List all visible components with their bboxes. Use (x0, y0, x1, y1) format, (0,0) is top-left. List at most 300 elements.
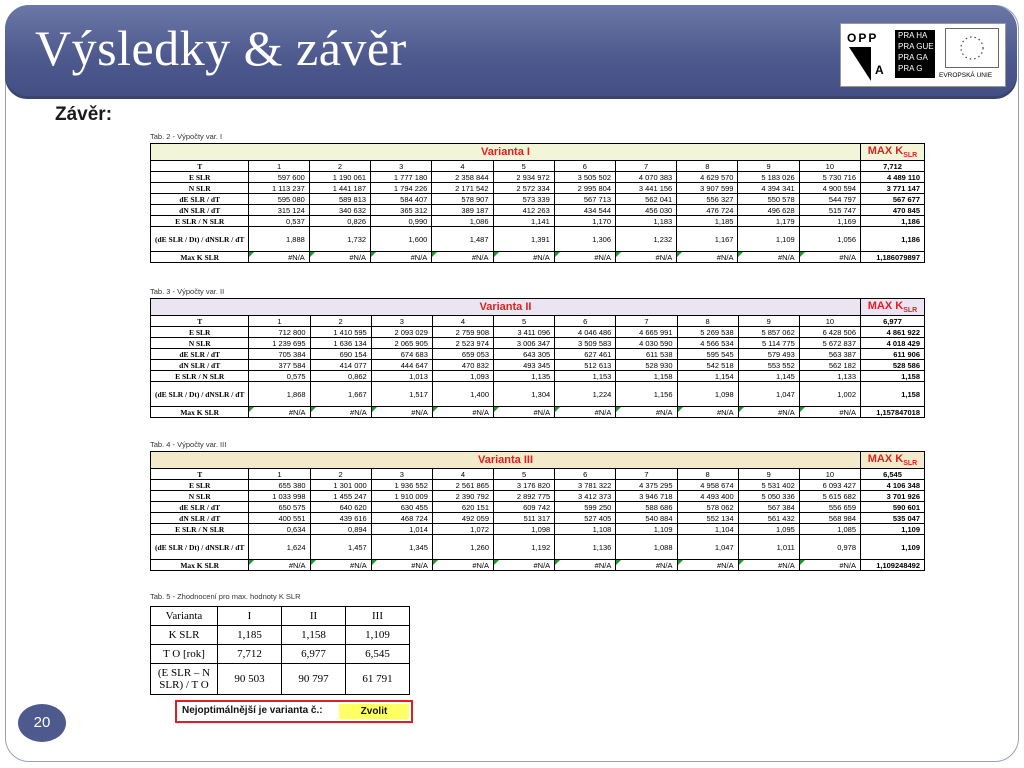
table-cell: 7 (616, 316, 677, 327)
table-cell: 8 (677, 316, 738, 327)
table-cell: 3 946 718 (616, 491, 677, 502)
row-label: T (151, 469, 249, 480)
summary-header-cell: Varianta (151, 607, 218, 626)
summary-row-label: T O [rok] (151, 645, 218, 664)
table-cell: 6 093 427 (799, 480, 860, 491)
table-cell: 1,224 (555, 382, 616, 407)
table-cell: 9 (738, 161, 799, 172)
max-heading: MAX $K_{SLR}$ (861, 299, 925, 316)
table-row (151, 407, 925, 418)
table-cell: #N/A (677, 407, 738, 418)
table-cell: 512 613 (555, 360, 616, 371)
table-cell: 1 (249, 469, 310, 480)
table-cell: 5 615 682 (799, 491, 860, 502)
table-cell: 412 263 (493, 205, 554, 216)
table-cell: 492 059 (432, 513, 493, 524)
max-cell: 1,158 (861, 371, 925, 382)
table-cell: 1,047 (677, 535, 738, 560)
table-caption: Tab. 4 - Výpočty var. III (150, 440, 227, 449)
row-label: N SLR (151, 338, 249, 349)
table-cell: #N/A (616, 560, 677, 571)
table-cell: 4 (432, 469, 493, 480)
table-row (151, 382, 925, 407)
verdict-box (175, 700, 413, 723)
table-cell: 1,624 (249, 535, 310, 560)
max-cell: 567 677 (861, 194, 925, 205)
table-cell: 1,056 (799, 227, 860, 252)
table-cell: 552 134 (677, 513, 738, 524)
table-cell: 620 151 (432, 502, 493, 513)
row-label: E SLR (151, 480, 249, 491)
table-cell: 3 (371, 469, 432, 480)
table-cell: 1,732 (309, 227, 370, 252)
table-cell: 643 305 (494, 349, 555, 360)
table-cell: 5 050 336 (738, 491, 799, 502)
table-cell: 0,862 (310, 371, 371, 382)
table-cell: 578 907 (432, 194, 493, 205)
page-number: 20 (18, 704, 66, 742)
table-cell: 542 518 (677, 360, 738, 371)
table-cell: 5 (494, 469, 555, 480)
table-cell: 10 (799, 316, 860, 327)
table-cell: 3 781 322 (555, 480, 616, 491)
table-cell: 690 154 (310, 349, 371, 360)
table-row (151, 327, 925, 338)
table-cell: 1,170 (554, 216, 615, 227)
slide-title: Výsledky & závěr (35, 20, 407, 76)
table-cell: 4 046 486 (555, 327, 616, 338)
table-cell: #N/A (309, 252, 370, 263)
max-cell: 6,545 (861, 469, 925, 480)
table-cell: 4 070 383 (616, 172, 677, 183)
table-row (151, 560, 925, 571)
table-cell: #N/A (310, 560, 371, 571)
summary-cell: 61 791 (346, 664, 410, 695)
table-cell: 655 380 (249, 480, 310, 491)
table-cell: #N/A (554, 252, 615, 263)
table-cell: 588 686 (616, 502, 677, 513)
summary-cell: 90 797 (282, 664, 346, 695)
table-cell: 365 312 (371, 205, 432, 216)
max-cell: 528 586 (861, 360, 925, 371)
max-heading: MAX $K_{SLR}$ (861, 144, 925, 161)
table-cell: 1,145 (738, 371, 799, 382)
table-row (151, 205, 925, 216)
table-cell: 579 493 (738, 349, 799, 360)
max-cell: 4 861 922 (861, 327, 925, 338)
summary-row-label: (E SLR – N SLR) / T O (151, 664, 218, 695)
table-cell: 3 (371, 316, 432, 327)
table-cell: 315 124 (249, 205, 309, 216)
table-cell: 540 884 (616, 513, 677, 524)
table-cell: 0,826 (309, 216, 370, 227)
table-cell: 1,135 (494, 371, 555, 382)
table-cell: #N/A (493, 252, 554, 263)
table-cell: 4 (432, 161, 493, 172)
table-cell: 556 327 (677, 194, 738, 205)
max-cell: 1,186079897 (861, 252, 925, 263)
summary-header-cell: I (218, 607, 282, 626)
table-cell: 2 065 905 (371, 338, 432, 349)
summary-row (151, 626, 410, 645)
table-cell: 4 958 674 (677, 480, 738, 491)
table-cell: 1,109 (738, 227, 799, 252)
variant-heading: Varianta III (151, 452, 861, 469)
table-cell: 0,537 (249, 216, 309, 227)
table-cell: 553 552 (738, 360, 799, 371)
table-cell: 1 239 695 (249, 338, 310, 349)
table-cell: #N/A (494, 560, 555, 571)
table-cell: 0,575 (249, 371, 310, 382)
table-row (151, 194, 925, 205)
table-cell: 5 857 062 (738, 327, 799, 338)
row-label: (dE SLR / Dt) / dNSLR / dT (151, 227, 249, 252)
table-cell: 1,108 (555, 524, 616, 535)
row-label: E SLR / N SLR (151, 216, 249, 227)
table-cell: 2 358 844 (432, 172, 493, 183)
table-cell: 2 934 972 (493, 172, 554, 183)
table-cell: 568 984 (799, 513, 860, 524)
row-label: E SLR (151, 172, 249, 183)
table-cell: 1,306 (554, 227, 615, 252)
table-cell: 3 006 347 (494, 338, 555, 349)
row-label: (dE SLR / Dt) / dNSLR / dT (151, 535, 249, 560)
row-label: E SLR / N SLR (151, 524, 249, 535)
max-cell: 1,109 (861, 524, 925, 535)
table-cell: #N/A (738, 407, 799, 418)
table-cell: 1,141 (493, 216, 554, 227)
summary-cell: 1,158 (282, 626, 346, 645)
table-cell: 3 176 820 (494, 480, 555, 491)
table-cell: #N/A (371, 560, 432, 571)
row-label: dE SLR / dT (151, 502, 249, 513)
table-cell: #N/A (799, 560, 860, 571)
title-bar (5, 5, 1017, 99)
summary-caption: Tab. 5 - Zhodnocení pro max. hodnoty K SLR (150, 592, 301, 601)
table-cell: 1,304 (494, 382, 555, 407)
table-cell: 1 910 009 (371, 491, 432, 502)
table-cell: 493 345 (494, 360, 555, 371)
table-cell: 595 545 (677, 349, 738, 360)
table-row (151, 349, 925, 360)
table-row (151, 469, 925, 480)
table-cell: #N/A (738, 560, 799, 571)
table-cell: 511 317 (494, 513, 555, 524)
table-cell: 3 411 096 (494, 327, 555, 338)
table-cell: 3 441 156 (616, 183, 677, 194)
max-cell: 4 106 348 (861, 480, 925, 491)
table-cell: 2 (310, 316, 371, 327)
summary-header-cell: III (346, 607, 410, 626)
table-caption: Tab. 3 - Výpočty var. II (150, 287, 225, 296)
table-cell: 597 600 (249, 172, 309, 183)
table-cell: 1 441 187 (309, 183, 370, 194)
eu-flag-icon (945, 28, 999, 68)
table-cell: 578 062 (677, 502, 738, 513)
table-cell: 1,085 (799, 524, 860, 535)
table-cell: 1,156 (616, 382, 677, 407)
table-cell: 627 461 (555, 349, 616, 360)
table-cell: 1,487 (432, 227, 493, 252)
table-cell: 3 505 502 (554, 172, 615, 183)
table-cell: 1,013 (371, 371, 432, 382)
table-cell: 470 832 (432, 360, 493, 371)
table-cell: #N/A (432, 560, 493, 571)
results-table (150, 451, 925, 571)
verdict-label: Nejoptimálnější je varianta č.: (182, 705, 323, 716)
table-cell: 712 800 (249, 327, 310, 338)
choose-button[interactable]: Zvolit (339, 704, 409, 719)
max-cell: 3 701 926 (861, 491, 925, 502)
table-cell: 1,345 (371, 535, 432, 560)
table-cell: 1,517 (371, 382, 432, 407)
table-row (151, 371, 925, 382)
table-cell: 1,400 (432, 382, 493, 407)
table-cell: 1,104 (677, 524, 738, 535)
table-cell: #N/A (555, 560, 616, 571)
row-label: Max K SLR (151, 560, 249, 571)
row-label: E SLR (151, 327, 249, 338)
table-cell: 4 900 594 (799, 183, 860, 194)
row-label: dN SLR / dT (151, 513, 249, 524)
table-cell: 611 538 (616, 349, 677, 360)
table-cell: 1,133 (799, 371, 860, 382)
oppa-logo (840, 23, 1006, 87)
table-cell: 561 432 (738, 513, 799, 524)
table-cell: 6 428 506 (799, 327, 860, 338)
table-cell: 1,154 (677, 371, 738, 382)
table-cell: 456 030 (616, 205, 677, 216)
table-cell: 2 759 908 (432, 327, 493, 338)
table-row (151, 172, 925, 183)
table-cell: 659 053 (432, 349, 493, 360)
table-cell: 0,634 (249, 524, 310, 535)
table-cell: 7 (616, 469, 677, 480)
table-cell: 4 (432, 316, 493, 327)
table-cell: 1 410 595 (310, 327, 371, 338)
table-cell: #N/A (249, 407, 310, 418)
summary-table (150, 606, 410, 695)
table-cell: 2 171 542 (432, 183, 493, 194)
table-cell: 1 (249, 316, 310, 327)
table-cell: #N/A (494, 407, 555, 418)
row-label: T (151, 161, 249, 172)
summary-cell: 6,977 (282, 645, 346, 664)
table-cell: 1,093 (432, 371, 493, 382)
section-heading: Závěr: (55, 104, 113, 125)
table-cell: 4 629 570 (677, 172, 738, 183)
table-cell: 434 544 (554, 205, 615, 216)
summary-header-row (151, 607, 410, 626)
table-row (151, 513, 925, 524)
table-header-row (151, 144, 925, 161)
table-cell: #N/A (249, 560, 310, 571)
table-cell: 476 724 (677, 205, 738, 216)
table-cell: 439 616 (310, 513, 371, 524)
table-cell: 2 892 775 (494, 491, 555, 502)
row-label: dN SLR / dT (151, 360, 249, 371)
table-cell: 1,232 (616, 227, 677, 252)
table-cell: 389 187 (432, 205, 493, 216)
table-cell: 6 (555, 469, 616, 480)
table-row (151, 227, 925, 252)
max-cell: 7,712 (861, 161, 925, 172)
table-cell: 550 578 (738, 194, 799, 205)
table-cell: 2 572 334 (493, 183, 554, 194)
table-cell: #N/A (432, 407, 493, 418)
table-cell: 1,457 (310, 535, 371, 560)
table-cell: 1,109 (616, 524, 677, 535)
summary-cell: 1,185 (218, 626, 282, 645)
table-cell: #N/A (371, 252, 432, 263)
summary-cell: 90 503 (218, 664, 282, 695)
table-cell: 340 632 (309, 205, 370, 216)
variant-heading: Varianta II (151, 299, 861, 316)
results-table (150, 143, 925, 263)
table-cell: 1,185 (677, 216, 738, 227)
table-cell: 1,179 (738, 216, 799, 227)
table-cell: 414 077 (310, 360, 371, 371)
table-cell: 4 394 341 (738, 183, 799, 194)
table-cell: 1,098 (677, 382, 738, 407)
table-cell: 2 (310, 469, 371, 480)
row-label: N SLR (151, 491, 249, 502)
table-cell: 528 930 (616, 360, 677, 371)
table-cell: 7 (616, 161, 677, 172)
table-cell: 1,600 (371, 227, 432, 252)
table-cell: 6 (555, 316, 616, 327)
table-cell: 562 182 (799, 360, 860, 371)
table-cell: 595 080 (249, 194, 309, 205)
table-row (151, 535, 925, 560)
table-cell: 400 551 (249, 513, 310, 524)
table-cell: 444 647 (371, 360, 432, 371)
table-cell: 1 936 552 (371, 480, 432, 491)
table-cell: 4 493 400 (677, 491, 738, 502)
table-cell: 3 412 373 (555, 491, 616, 502)
table-cell: 3 (371, 161, 432, 172)
max-cell: 1,109248492 (861, 560, 925, 571)
table-cell: 1,888 (249, 227, 309, 252)
table-cell: #N/A (616, 252, 677, 263)
table-cell: 556 659 (799, 502, 860, 513)
table-cell: 5 531 402 (738, 480, 799, 491)
summary-cell: 6,545 (346, 645, 410, 664)
max-cell: 1,158 (861, 382, 925, 407)
row-label: dE SLR / dT (151, 194, 249, 205)
table-cell: 6 (554, 161, 615, 172)
max-cell: 4 489 110 (861, 172, 925, 183)
table-cell: 1 113 237 (249, 183, 309, 194)
table-cell: 1,095 (738, 524, 799, 535)
table-cell: #N/A (249, 252, 309, 263)
table-cell: 5 183 026 (738, 172, 799, 183)
max-cell: 535 047 (861, 513, 925, 524)
table-cell: #N/A (371, 407, 432, 418)
table-cell: 589 813 (309, 194, 370, 205)
table-row (151, 183, 925, 194)
table-cell: 5 (494, 316, 555, 327)
table-row (151, 491, 925, 502)
table-cell: 599 250 (555, 502, 616, 513)
table-header-row (151, 299, 925, 316)
eu-label: EVROPSKÁ UNIE (939, 72, 993, 79)
table-cell: 1,169 (799, 216, 860, 227)
table-cell: 1,072 (432, 524, 493, 535)
summary-header-cell: II (282, 607, 346, 626)
table-cell: 8 (677, 161, 738, 172)
table-cell: 1,391 (493, 227, 554, 252)
max-cell: 470 845 (861, 205, 925, 216)
table-cell: 8 (677, 469, 738, 480)
table-cell: 1,260 (432, 535, 493, 560)
max-cell: 1,109 (861, 535, 925, 560)
table-cell: 1 794 226 (371, 183, 432, 194)
table-cell: 705 384 (249, 349, 310, 360)
max-cell: 611 906 (861, 349, 925, 360)
max-cell: 1,157847018 (861, 407, 925, 418)
table-cell: 567 713 (554, 194, 615, 205)
table-cell: #N/A (555, 407, 616, 418)
table-cell: 3 509 583 (555, 338, 616, 349)
table-cell: 9 (738, 316, 799, 327)
max-cell: 1,186 (861, 216, 925, 227)
table-cell: #N/A (677, 252, 738, 263)
table-cell: #N/A (616, 407, 677, 418)
table-cell: 1 (249, 161, 309, 172)
summary-row (151, 664, 410, 695)
row-label: Max K SLR (151, 252, 249, 263)
table-cell: #N/A (799, 407, 860, 418)
table-caption: Tab. 2 - Výpočty var. I (150, 132, 223, 141)
table-cell: 468 724 (371, 513, 432, 524)
max-cell: 4 018 429 (861, 338, 925, 349)
table-cell: 5 (493, 161, 554, 172)
table-cell: 1,002 (799, 382, 860, 407)
table-cell: #N/A (677, 560, 738, 571)
table-cell: 9 (738, 469, 799, 480)
table-cell: 2 523 974 (432, 338, 493, 349)
table-cell: 1,086 (432, 216, 493, 227)
table-cell: 1 033 998 (249, 491, 310, 502)
table-cell: 609 742 (494, 502, 555, 513)
table-cell: 4 566 534 (677, 338, 738, 349)
table-cell: 2 390 792 (432, 491, 493, 502)
row-label: E SLR / N SLR (151, 371, 249, 382)
max-cell: 590 601 (861, 502, 925, 513)
table-cell: 1,088 (616, 535, 677, 560)
row-label: T (151, 316, 249, 327)
table-cell: 1,667 (310, 382, 371, 407)
table-row (151, 338, 925, 349)
table-row (151, 360, 925, 371)
table-cell: 562 041 (616, 194, 677, 205)
table-cell: 1,098 (494, 524, 555, 535)
row-label: Max K SLR (151, 407, 249, 418)
table-cell: 1,192 (494, 535, 555, 560)
table-cell: 584 407 (371, 194, 432, 205)
table-cell: 563 387 (799, 349, 860, 360)
table-header-row (151, 452, 925, 469)
table-cell: 5 730 716 (799, 172, 860, 183)
max-cell: 6,977 (861, 316, 925, 327)
table-cell: 1,014 (371, 524, 432, 535)
table-cell: 1 301 000 (310, 480, 371, 491)
table-cell: 3 907 599 (677, 183, 738, 194)
table-cell: 2 561 865 (432, 480, 493, 491)
table-cell: 1,011 (738, 535, 799, 560)
table-cell: 1 636 134 (310, 338, 371, 349)
